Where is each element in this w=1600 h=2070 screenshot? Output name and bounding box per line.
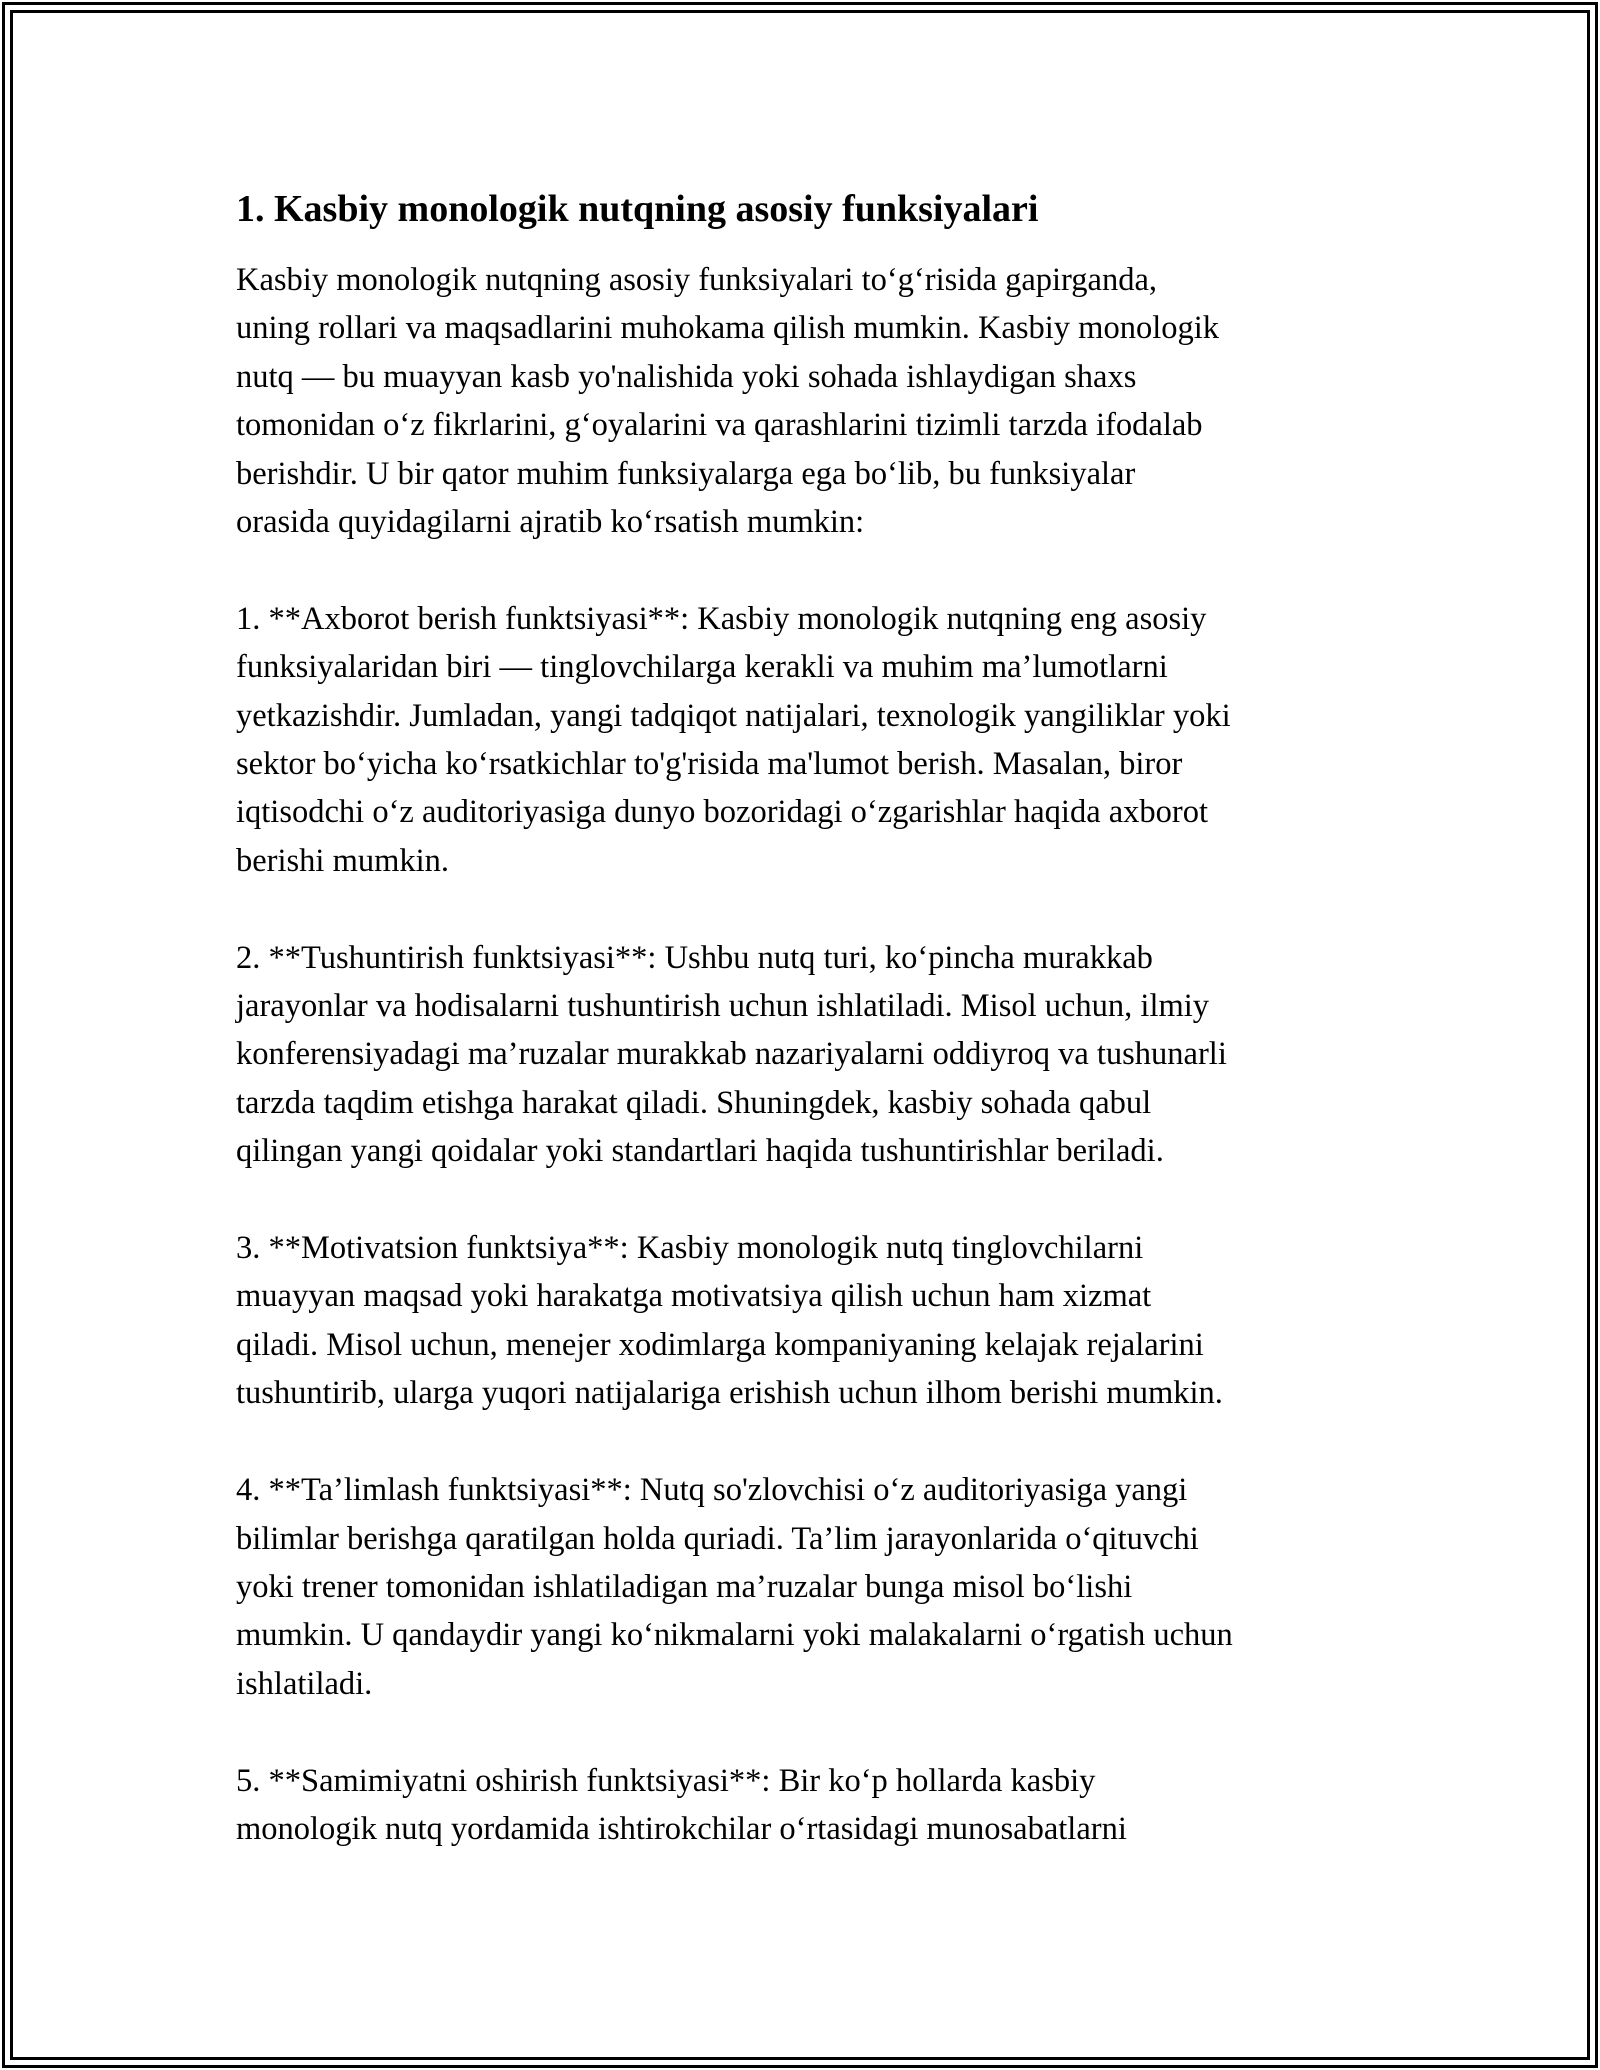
function-item-1 xyxy=(236,595,1366,885)
text-line: Kasbiy monologik nutqning asosiy funksiyalari to‘g‘risida gapirganda, xyxy=(236,262,1157,298)
text-line: muayyan maqsad yoki harakatga motivatsiya qilish uchun ham xizmat xyxy=(236,1278,1152,1315)
text-line: 1. **Axborot berish funktsiyasi**: Kasbiy monologik nutqning eng asosiy xyxy=(236,600,1207,637)
section-heading: 1. Kasbiy monologik nutqning asosiy funksiyalari xyxy=(236,188,1039,230)
text-line: berishdir. U bir qator muhim funksiyalarga ega bo‘lib, bu funksiyalar xyxy=(236,455,1136,492)
text-line: qiladi. Misol uchun, menejer xodimlarga kompaniyaning kelajak rejalarini xyxy=(236,1326,1204,1363)
text-line: tomonidan o‘z fikrlarini, g‘oyalarini va qarashlarini tizimli tarzda ifodalab xyxy=(236,407,1203,444)
text-line: sektor bo‘yicha ko‘rsatkichlar to'g'risida ma'lumot berish. Masalan, biror xyxy=(236,746,1183,783)
function-item-2 xyxy=(236,934,1366,1176)
text-line: nutq — bu muayyan kasb yo'nalishida yoki sohada ishlaydigan shaxs xyxy=(236,358,1137,395)
text-line: 4. **Ta’limlash funktsiyasi**: Nutq so'zlovchisi o‘z auditoriyasiga yangi xyxy=(236,1472,1188,1509)
text-line: yetkazishdir. Jumladan, yangi tadqiqot natijalari, texnologik yangiliklar yoki xyxy=(236,697,1231,734)
text-line: orasida quyidagilarni ajratib ko‘rsatish mumkin: xyxy=(236,504,865,541)
text-line: iqtisodchi o‘z auditoriyasiga dunyo bozoridagi o‘zgarishlar haqida axborot xyxy=(236,794,1209,831)
text-line: bilimlar berishga qaratilgan holda quriadi. Ta’lim jarayonlarida o‘qituvchi xyxy=(236,1520,1199,1557)
text-line: 5. **Samimiyatni oshirish funktsiyasi**: Bir ko‘p hollarda kasbiy xyxy=(236,1762,1096,1799)
text-line: monologik nutq yordamida ishtirokchilar o‘rtasidagi munosabatlarni xyxy=(236,1810,1127,1847)
text-line: 3. **Motivatsion funktsiya**: Kasbiy monologik nutq tinglovchilarni xyxy=(236,1230,1144,1267)
text-line: uning rollari va maqsadlarini muhokama qilish mumkin. Kasbiy monologik xyxy=(236,310,1219,347)
function-item-3 xyxy=(236,1224,1366,1418)
text-line: qilingan yangi qoidalar yoki standartlari haqida tushuntirishlar beriladi. xyxy=(236,1133,1164,1170)
intro-paragraph xyxy=(236,256,1366,546)
text-line: ishlatiladi. xyxy=(236,1665,373,1702)
text-line: tushuntirib, ularga yuqori natijalariga erishish uchun ilhom berishi mumkin. xyxy=(236,1375,1223,1412)
text-line: yoki trener tomonidan ishlatiladigan ma’ruzalar bunga misol bo‘lishi xyxy=(236,1568,1133,1605)
text-line: mumkin. U qandaydir yangi ko‘nikmalarni yoki malakalarni o‘rgatish uchun xyxy=(236,1617,1233,1654)
text-line: berishi mumkin. xyxy=(236,842,450,879)
function-item-5 xyxy=(236,1757,1366,1854)
text-line: konferensiyadagi ma’ruzalar murakkab nazariyalarni oddiyroq va tushunarli xyxy=(236,1036,1227,1073)
document-content xyxy=(236,186,1366,1853)
text-line: funksiyalaridan biri — tinglovchilarga kerakli va muhim ma’lumotlarni xyxy=(236,649,1168,686)
text-line: jarayonlar va hodisalarni tushuntirish uchun ishlatiladi. Misol uchun, ilmiy xyxy=(236,988,1210,1025)
text-line: tarzda taqdim etishga harakat qiladi. Shuningdek, kasbiy sohada qabul xyxy=(236,1084,1152,1121)
function-item-4 xyxy=(236,1466,1366,1708)
text-line: 2. **Tushuntirish funktsiyasi**: Ushbu nutq turi, ko‘pincha murakkab xyxy=(236,939,1153,976)
